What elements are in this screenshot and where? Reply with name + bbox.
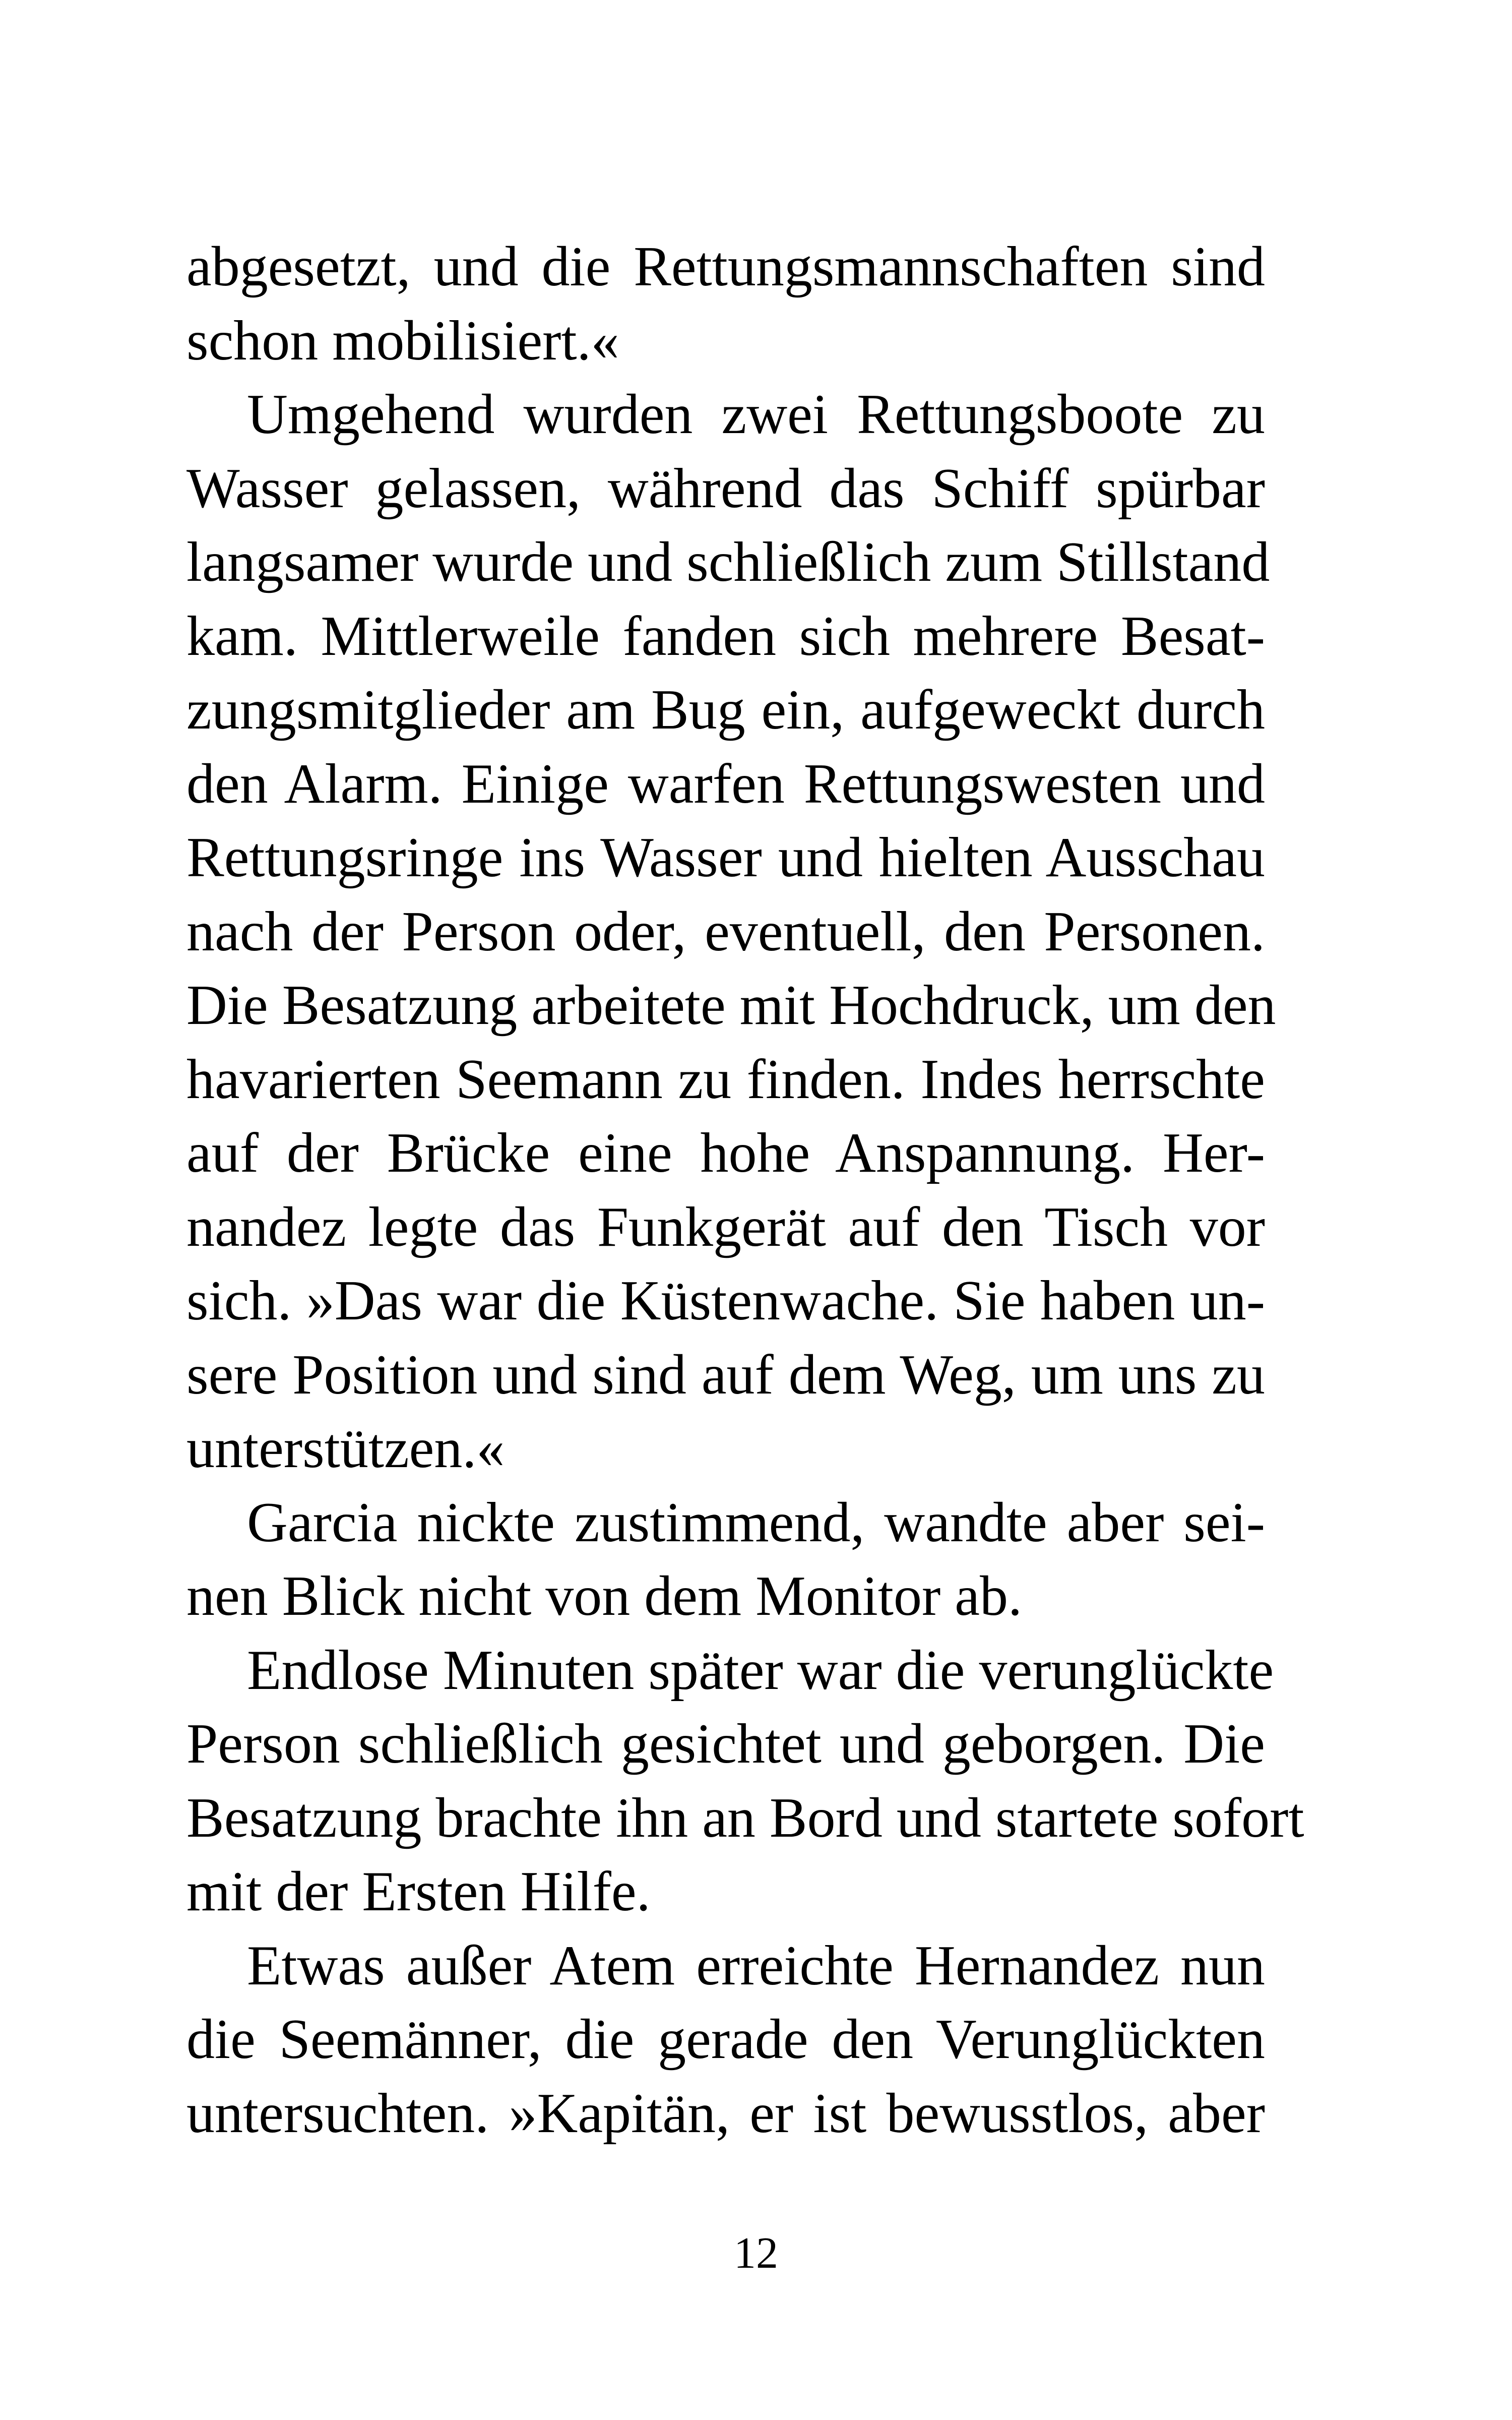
text-line: schon mobilisiert.« — [186, 309, 619, 372]
text-line: den Alarm. Einige warfen Rettungswesten und — [186, 752, 1265, 815]
text-line: Garcia nickte zustimmend, wandte aber sei- — [247, 1491, 1265, 1554]
text-line: Umgehend wurden zwei Rettungsboote zu — [247, 383, 1265, 446]
text-line: untersuchten. »Kapitän, er ist bewusstlos, aber — [186, 2082, 1265, 2145]
text-line: Endlose Minuten später war die verunglückte — [247, 1639, 1274, 1702]
text-line: abgesetzt, und die Rettungsmannschaften sind — [186, 235, 1265, 298]
text-line: nandez legte das Funkgerät auf den Tisch vor — [186, 1195, 1265, 1258]
text-line: Person schließlich gesichtet und geborgen. Die — [186, 1713, 1265, 1775]
text-line: auf der Brücke eine hohe Anspannung. Her- — [186, 1122, 1265, 1184]
text-line: kam. Mittlerweile fanden sich mehrere Besat- — [186, 604, 1265, 668]
text-line: zungsmitglieder am Bug ein, aufgeweckt durch — [186, 679, 1265, 741]
text-line: Wasser gelassen, während das Schiff spürbar — [186, 457, 1265, 520]
text-line: nen Blick nicht von dem Monitor ab. — [186, 1565, 1022, 1627]
body-text — [186, 230, 1304, 2150]
text-line: unterstützen.« — [186, 1417, 505, 1480]
text-line: Etwas außer Atem erreichte Hernandez nun — [247, 1934, 1265, 1997]
text-line: langsamer wurde und schließlich zum Stillstand — [186, 531, 1270, 593]
text-line: Die Besatzung arbeitete mit Hochdruck, um den — [186, 974, 1276, 1037]
text-line: Rettungsringe ins Wasser und hielten Ausschau — [186, 826, 1265, 889]
text-line: die Seemänner, die gerade den Verunglückten — [186, 2008, 1265, 2071]
page-number: 12 — [734, 2229, 778, 2278]
text-line: Besatzung brachte ihn an Bord und startete sofort — [186, 1786, 1304, 1849]
text-line: nach der Person oder, eventuell, den Personen. — [186, 900, 1265, 963]
text-line: sere Position und sind auf dem Weg, um uns zu — [186, 1343, 1265, 1406]
text-line: mit der Ersten Hilfe. — [186, 1860, 651, 1923]
text-line: havarierten Seemann zu finden. Indes herrschte — [186, 1048, 1265, 1111]
text-line: sich. »Das war die Küstenwache. Sie haben un- — [186, 1269, 1265, 1332]
